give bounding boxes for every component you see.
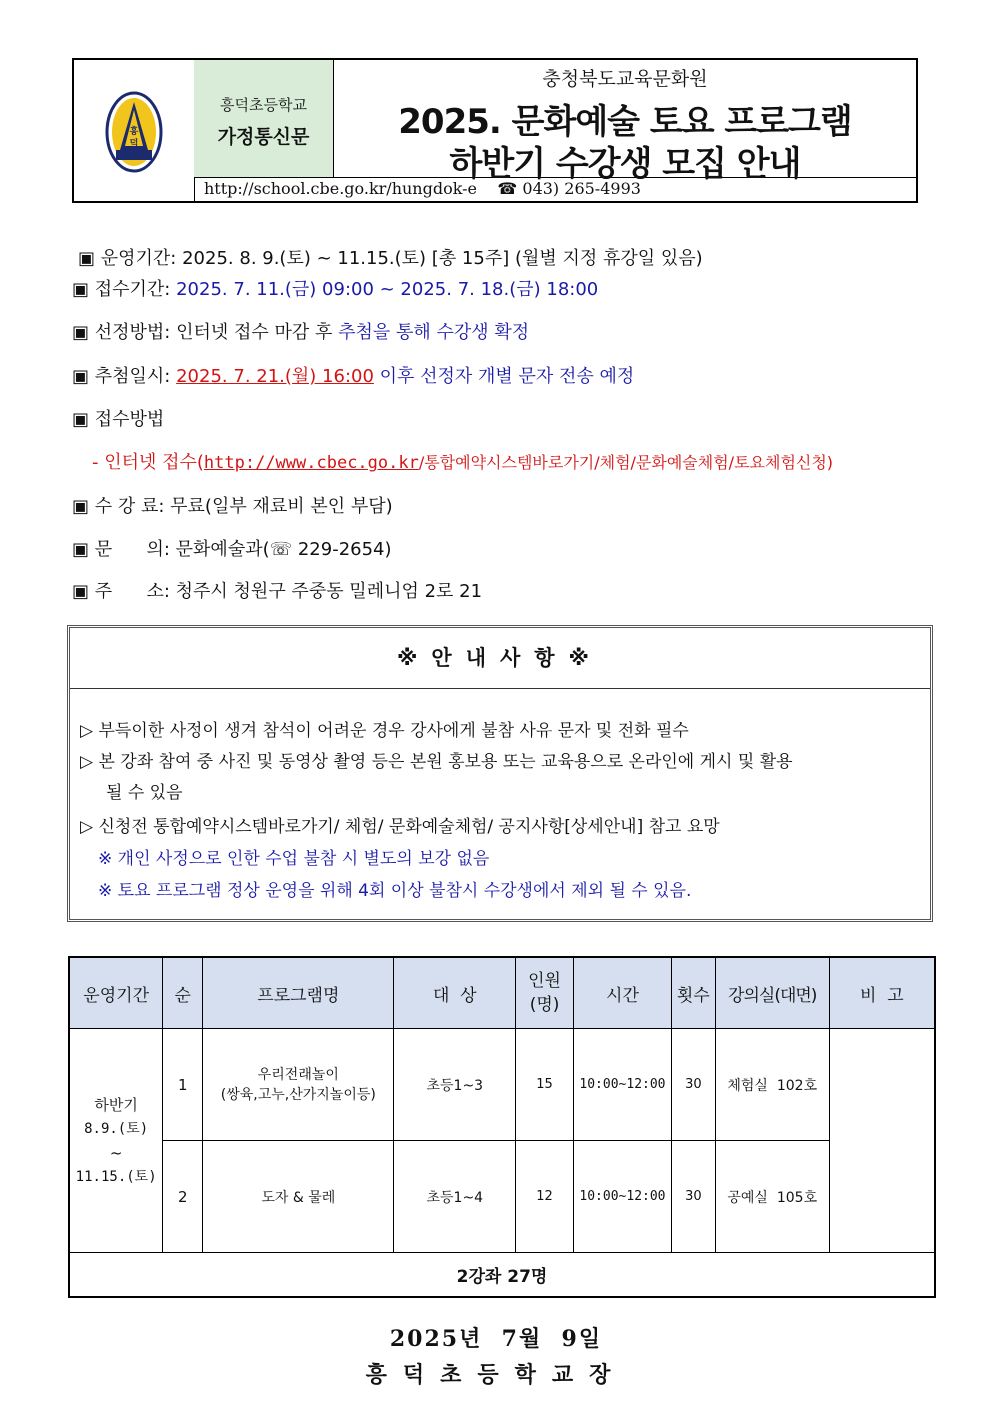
period-line: 11.15.(토) — [75, 1168, 157, 1185]
method-link[interactable]: http://www.cbec.go.kr — [203, 453, 419, 473]
info-select — [72, 318, 529, 344]
info-draw — [72, 362, 634, 388]
address-value: 청주시 청원구 주중동 밀레니엄 2로 21 — [175, 581, 483, 602]
school-cell — [194, 60, 334, 178]
row-count: 12 — [516, 1141, 574, 1253]
contact-label: 문 의: — [94, 539, 170, 560]
col-count: 인원 (명) — [516, 957, 574, 1029]
info-contact — [72, 535, 392, 561]
row-no: 1 — [163, 1029, 203, 1141]
method-suffix: /통합예약시스템바로가기/체험/문화예술체험/토요체험신청) — [418, 453, 834, 472]
logo-cell — [74, 60, 195, 201]
row-target: 초등1~3 — [394, 1029, 516, 1141]
school-seal-icon — [104, 90, 164, 174]
info-period — [78, 244, 703, 270]
fee-label: 수 강 료: — [94, 496, 165, 517]
organization: 충청북도교육문화원 — [542, 68, 708, 90]
bullet-icon: ▣ — [72, 366, 90, 387]
col-room: 강의실(대면) — [715, 957, 829, 1029]
program-table — [68, 956, 936, 1298]
school-phone: 043) 265-4993 — [522, 179, 641, 198]
notice-box — [67, 625, 933, 922]
issue-date: 2025년 7월 9일 — [389, 1326, 603, 1352]
period-value: 2025. 8. 9.(토) ~ 11.15.(토) [총 15주] (월별 지정 휴강일 있음) — [182, 248, 703, 269]
notice-item: 될 수 있음 — [106, 783, 183, 803]
program-name: 우리전래놀이 — [257, 1066, 339, 1083]
bullet-icon: ▣ — [78, 248, 96, 269]
draw-label: 추첨일시: — [94, 366, 171, 387]
table-total-row — [69, 1253, 935, 1297]
svg-text:흥: 흥 — [129, 127, 139, 137]
method-prefix: - 인터넷 접수( — [92, 452, 204, 473]
address-label: 주 소: — [94, 581, 170, 602]
info-fee — [72, 492, 393, 518]
row-room: 체험실 102호 — [715, 1029, 829, 1141]
row-no: 2 — [163, 1141, 203, 1253]
notice-title: ※안내사항※ — [70, 628, 930, 689]
info-address — [72, 577, 482, 603]
bullet-icon: ▣ — [72, 322, 90, 343]
title-line-2: 하반기 수강생 모집 안내 — [449, 144, 801, 184]
row-count: 15 — [516, 1029, 574, 1141]
period-label: 운영기간: — [100, 248, 177, 269]
notice-note: ※ 개인 사정으로 인한 수업 불참 시 별도의 보강 없음 — [98, 849, 490, 869]
notice-item: ▷ 부득이한 사정이 생겨 참석이 어려운 경우 강사에게 불참 사유 문자 및 전화 필수 — [80, 721, 689, 741]
url-cell — [194, 178, 916, 201]
select-label: 선정방법: — [94, 322, 171, 343]
program-name: 도자 & 물레 — [261, 1189, 336, 1206]
select-highlight: 추첨을 통해 수강생 확정 — [338, 322, 530, 343]
period-line: ~ — [109, 1143, 123, 1162]
school-name: 흥덕초등학교 — [220, 96, 307, 114]
row-note — [829, 1029, 935, 1253]
draw-after: 이후 선정자 개별 문자 전송 예정 — [379, 366, 635, 387]
period-cell — [69, 1029, 163, 1253]
col-note: 비 고 — [829, 957, 935, 1029]
table-header-row — [69, 957, 935, 1029]
fee-value: 무료(일부 재료비 본인 부담) — [170, 496, 393, 517]
col-program: 프로그램명 — [203, 957, 394, 1029]
bullet-icon: ▣ — [72, 581, 90, 602]
period-line: 하반기 — [94, 1095, 138, 1114]
notice-item: ▷ 신청전 통합예약시스템바로가기/ 체험/ 문화예술체험/ 공지사항[상세안내] 참고 요망 — [80, 817, 720, 837]
col-time: 시간 — [573, 957, 671, 1029]
principal-signature: 흥덕초등학교장 — [365, 1362, 627, 1388]
total-cell: 2강좌 27명 — [69, 1253, 935, 1297]
col-period: 운영기간 — [69, 957, 163, 1029]
contact-value: 문화예술과(☏ 229-2654) — [175, 539, 392, 560]
method-label: 접수방법 — [94, 409, 165, 430]
program-subtitle: (쌍육,고누,산가지놀이등) — [220, 1086, 376, 1103]
row-times: 30 — [671, 1141, 715, 1253]
row-time: 10:00~12:00 — [573, 1141, 671, 1253]
select-plain: 인터넷 접수 마감 후 — [176, 322, 333, 343]
svg-text:덕: 덕 — [129, 139, 139, 149]
table-row — [69, 1029, 935, 1141]
bullet-icon: ▣ — [72, 496, 90, 517]
notice-note: ※ 토요 프로그램 정상 운영을 위해 4회 이상 불참시 수강생에서 제외 될 수 있음. — [98, 881, 692, 901]
notice-item: ▷ 본 강좌 참여 중 사진 및 동영상 촬영 등은 본원 홍보용 또는 교육용으로 온라인에 게시 및 활용 — [80, 752, 793, 772]
row-program — [203, 1141, 394, 1253]
info-method-detail — [92, 448, 833, 474]
apply-value: 2025. 7. 11.(금) 09:00 ~ 2025. 7. 18.(금) 18:00 — [176, 279, 599, 300]
col-times: 횟수 — [671, 957, 715, 1029]
bullet-icon: ▣ — [72, 279, 90, 300]
apply-label: 접수기간: — [94, 279, 171, 300]
period-line: 8.9.(토) — [84, 1120, 149, 1137]
info-apply — [72, 275, 598, 301]
header-box — [72, 58, 918, 203]
row-time: 10:00~12:00 — [573, 1029, 671, 1141]
row-program — [203, 1029, 394, 1141]
phone-icon: ☎ — [497, 179, 518, 198]
bullet-icon: ▣ — [72, 409, 90, 430]
bullet-icon: ▣ — [72, 539, 90, 560]
row-room: 공예실 105호 — [715, 1141, 829, 1253]
title-cell — [334, 60, 916, 184]
row-times: 30 — [671, 1029, 715, 1141]
info-method — [72, 405, 164, 431]
school-url[interactable]: http://school.cbe.go.kr/hungdok-e — [204, 179, 478, 198]
title-line-1: 2025. 문화예술 토요 프로그램 — [398, 102, 852, 142]
table-row — [69, 1141, 935, 1253]
newsletter-label: 가정통신문 — [217, 126, 310, 148]
school-url-line — [204, 179, 641, 198]
draw-date: 2025. 7. 21.(월) 16:00 — [176, 366, 374, 387]
col-target: 대 상 — [394, 957, 516, 1029]
col-no: 순 — [163, 957, 203, 1029]
row-target: 초등1~4 — [394, 1141, 516, 1253]
